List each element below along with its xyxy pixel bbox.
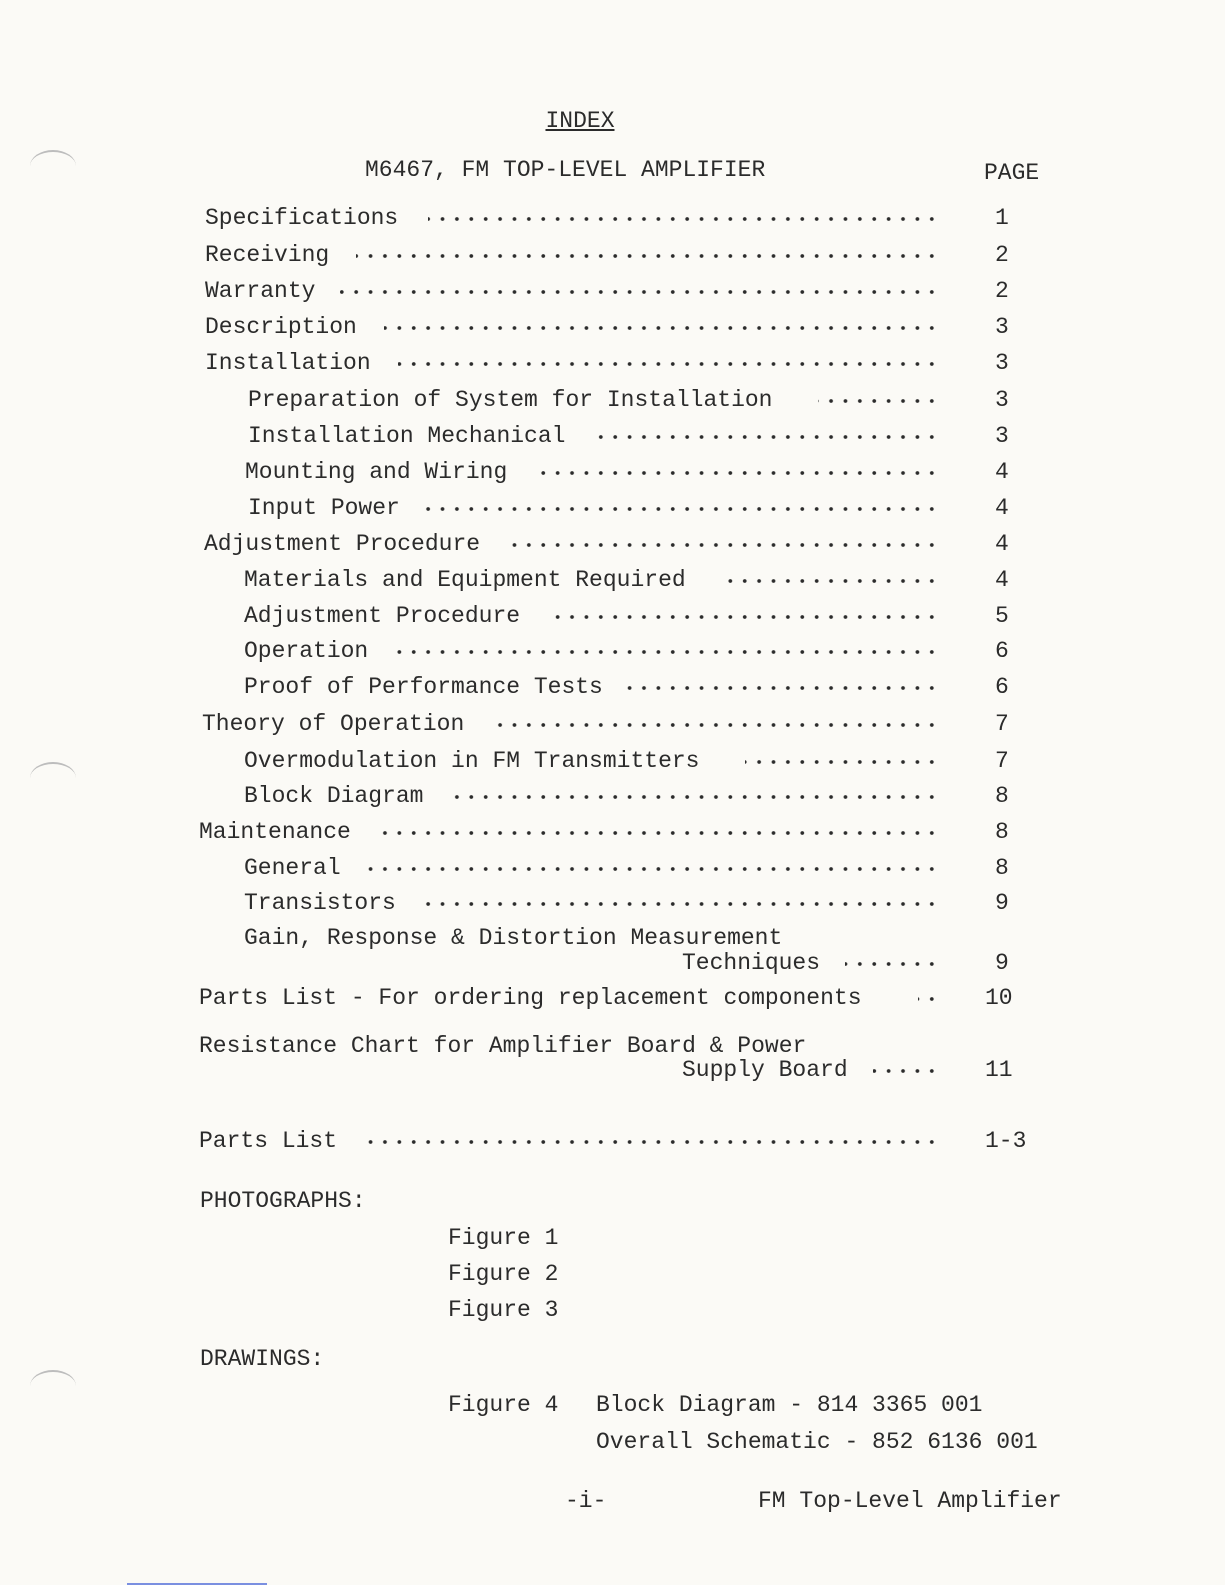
toc-leader-dots xyxy=(918,989,939,1009)
toc-leader-dots xyxy=(340,282,939,302)
toc-entry xyxy=(0,1033,1225,1093)
toc-entry xyxy=(0,603,1225,633)
toc-leader-dots xyxy=(422,894,939,914)
toc-entry-page: 3 xyxy=(995,350,1009,376)
toc-entry xyxy=(0,748,1225,778)
toc-entry xyxy=(0,674,1225,704)
toc-leader-dots xyxy=(428,209,939,229)
toc-entry-page: 7 xyxy=(995,748,1009,774)
toc-entry-page: 8 xyxy=(995,783,1009,809)
toc-entry-page: 3 xyxy=(995,423,1009,449)
drawing-figure-4: Figure 4 xyxy=(448,1392,559,1418)
toc-entry-label: Parts List xyxy=(199,1128,338,1154)
toc-entry-label: Preparation of System for Installation xyxy=(248,387,773,413)
toc-entry-label: Overmodulation in FM Transmitters xyxy=(244,748,700,774)
toc-leader-dots xyxy=(384,318,939,338)
drawing-overall-schematic: Overall Schematic - 852 6136 001 xyxy=(596,1429,1038,1455)
toc-leader-dots xyxy=(540,463,939,483)
toc-entry-page: 10 xyxy=(985,985,1013,1011)
toc-entry-page: 8 xyxy=(995,855,1009,881)
toc-leader-dots xyxy=(396,642,939,662)
toc-leader-dots xyxy=(553,607,939,627)
binder-hole-bottom xyxy=(30,1370,76,1402)
toc-entry-page: 4 xyxy=(995,567,1009,593)
toc-entry-label: Mounting and Wiring xyxy=(245,459,508,485)
drawings-heading: DRAWINGS: xyxy=(200,1346,325,1372)
document-subtitle: M6467, FM TOP-LEVEL AMPLIFIER xyxy=(365,157,766,183)
toc-entry-page: 9 xyxy=(995,890,1009,916)
toc-entry-page: 5 xyxy=(995,603,1009,629)
toc-leader-dots xyxy=(818,391,939,411)
toc-entry-page: 4 xyxy=(995,459,1009,485)
toc-leader-dots xyxy=(425,499,939,519)
toc-entry xyxy=(0,242,1225,272)
toc-entry-page: 9 xyxy=(995,950,1009,976)
toc-entry xyxy=(0,387,1225,417)
toc-leader-dots xyxy=(362,859,939,879)
toc-entry-page: 2 xyxy=(995,242,1009,268)
toc-leader-dots xyxy=(745,752,939,772)
toc-entry xyxy=(0,1128,1225,1158)
photographs-heading: PHOTOGRAPHS: xyxy=(200,1188,366,1214)
toc-leader-dots xyxy=(496,715,939,735)
toc-entry-label: Theory of Operation xyxy=(202,711,465,737)
toc-entry-label-continued: Techniques xyxy=(682,950,821,976)
toc-entry xyxy=(0,783,1225,813)
index-title: INDEX xyxy=(545,108,615,134)
toc-entry xyxy=(0,711,1225,741)
toc-entry-page: 8 xyxy=(995,819,1009,845)
toc-entry-label: Proof of Performance Tests xyxy=(244,674,603,700)
toc-entry-label: Warranty xyxy=(205,278,316,304)
toc-entry-label: Installation xyxy=(205,350,371,376)
toc-entry-page: 11 xyxy=(985,1057,1013,1083)
toc-entry-label: Gain, Response & Distortion Measurement xyxy=(244,925,783,951)
toc-entry-page: 6 xyxy=(995,638,1009,664)
toc-leader-dots xyxy=(622,678,939,698)
toc-leader-dots xyxy=(598,427,939,447)
toc-entry-label: Maintenance xyxy=(199,819,351,845)
binder-hole-top xyxy=(30,150,76,182)
toc-entry-page: 2 xyxy=(995,278,1009,304)
toc-entry xyxy=(0,567,1225,597)
toc-entry-page: 3 xyxy=(995,387,1009,413)
drawing-block-diagram: Block Diagram - 814 3365 001 xyxy=(596,1392,983,1418)
toc-leader-dots xyxy=(452,787,939,807)
toc-entry xyxy=(0,890,1225,920)
toc-entry-page: 6 xyxy=(995,674,1009,700)
toc-entry-label: Operation xyxy=(244,638,369,664)
toc-entry-label: Description xyxy=(205,314,357,340)
toc-entry-label: Input Power xyxy=(248,495,400,521)
toc-entry xyxy=(0,350,1225,380)
toc-entry xyxy=(0,459,1225,489)
toc-entry xyxy=(0,205,1225,235)
toc-entry xyxy=(0,278,1225,308)
toc-leader-dots xyxy=(873,1061,939,1081)
toc-entry-page: 4 xyxy=(995,495,1009,521)
toc-entry xyxy=(0,985,1225,1015)
photo-figure-3: Figure 3 xyxy=(448,1297,559,1323)
toc-entry-label: Materials and Equipment Required xyxy=(244,567,686,593)
photo-figure-1: Figure 1 xyxy=(448,1225,559,1251)
toc-entry-label: Resistance Chart for Amplifier Board & Power xyxy=(199,1033,807,1059)
toc-entry-label: Transistors xyxy=(244,890,396,916)
toc-entry-label: Adjustment Procedure xyxy=(204,531,481,557)
toc-entry-page: 1 xyxy=(995,205,1009,231)
toc-entry-page: 7 xyxy=(995,711,1009,737)
toc-leader-dots xyxy=(382,823,939,843)
toc-entry xyxy=(0,819,1225,849)
toc-entry xyxy=(0,638,1225,668)
toc-entry-label: Parts List - For ordering replacement components xyxy=(199,985,862,1011)
toc-entry xyxy=(0,423,1225,453)
toc-leader-dots xyxy=(728,571,939,591)
toc-entry-label-continued: Supply Board xyxy=(682,1057,848,1083)
toc-entry-label: Installation Mechanical xyxy=(248,423,566,449)
toc-entry-label: Specifications xyxy=(205,205,399,231)
toc-entry xyxy=(0,855,1225,885)
toc-entry xyxy=(0,495,1225,525)
footer-page-number: -i- xyxy=(565,1488,607,1514)
toc-leader-dots xyxy=(510,535,939,555)
toc-leader-dots xyxy=(845,954,939,974)
toc-entry-label: Adjustment Procedure xyxy=(244,603,521,629)
toc-entry-label: Receiving xyxy=(205,242,330,268)
binder-hole-middle xyxy=(30,762,76,794)
toc-entry-page: 1-3 xyxy=(985,1128,1027,1154)
toc-entry xyxy=(0,531,1225,561)
page-column-heading: PAGE xyxy=(984,160,1040,186)
toc-leader-dots xyxy=(362,1132,939,1152)
toc-entry-label: General xyxy=(244,855,341,881)
toc-entry-page: 3 xyxy=(995,314,1009,340)
toc-leader-dots xyxy=(356,246,939,266)
toc-entry xyxy=(0,925,1225,985)
toc-entry-page: 4 xyxy=(995,531,1009,557)
photo-figure-2: Figure 2 xyxy=(448,1261,559,1287)
toc-entry-label: Block Diagram xyxy=(244,783,424,809)
footer-doc-title: FM Top-Level Amplifier xyxy=(758,1488,1062,1514)
toc-leader-dots xyxy=(398,354,939,374)
toc-entry xyxy=(0,314,1225,344)
